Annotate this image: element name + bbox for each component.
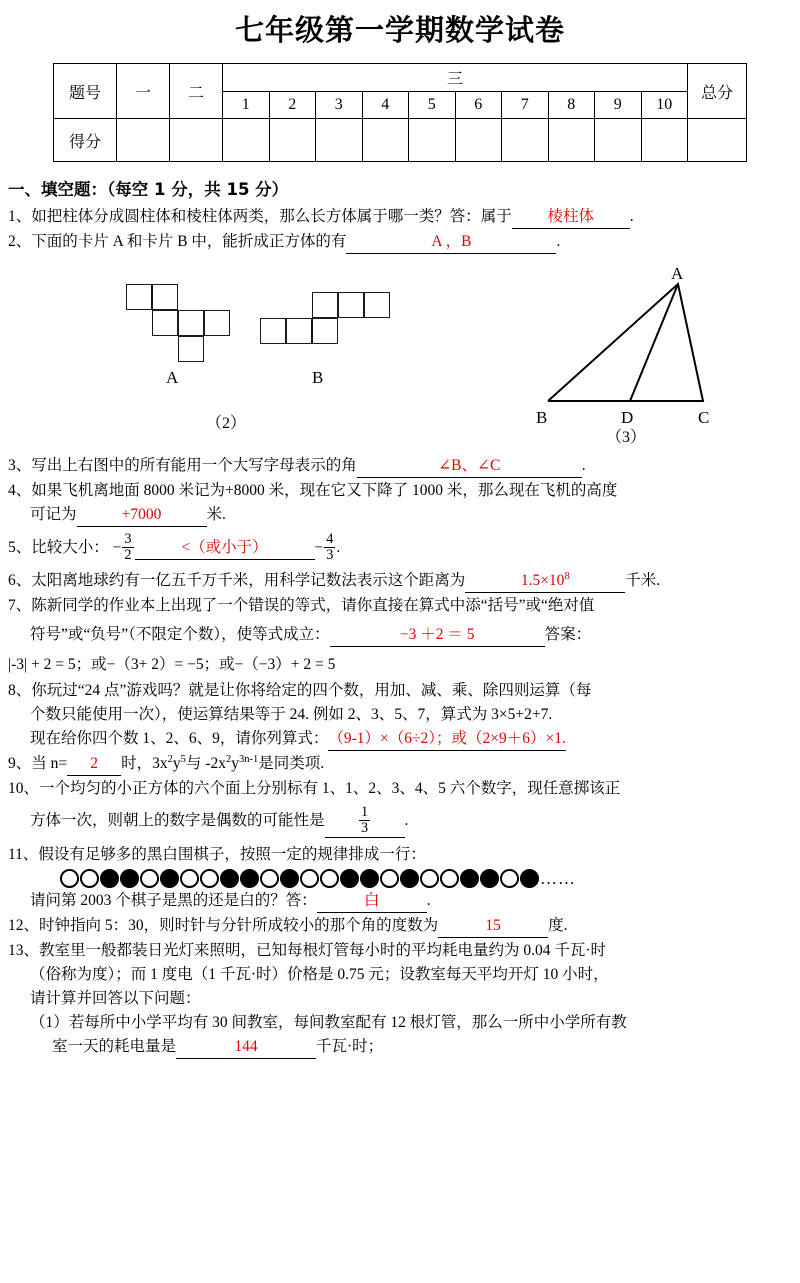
question-2 [8,231,792,254]
question-9 [8,753,792,776]
question-10-fraction [359,805,370,836]
subcol-3: 3 [316,92,363,119]
fraction-numerator: 1 [360,803,369,820]
go-stone-white [200,869,219,888]
svg-text:B: B [536,408,548,427]
go-stone-black [360,869,379,888]
question-9-exp2: 5 [180,753,186,765]
question-9-tail: 是同类项. [258,754,325,772]
question-5-answer: <（或小于） [181,539,268,557]
subcol-4: 4 [362,92,409,119]
question-12-answer: 15 [485,916,501,934]
go-stone-white [140,869,159,888]
subcol-6: 6 [455,92,502,119]
net-a-label: A [166,368,179,387]
question-7-line3: |-3| + 2 = 5；或−（3+ 2）= −5；或−（−3）+ 2 = 5 [8,655,336,673]
question-10-answer-blank[interactable] [325,803,405,838]
fraction-denominator: 3 [326,546,334,563]
question-8-line1: 8、你玩过“24 点”游戏吗？就是让你将给定的四个数，用加、减、乘、除四则运算（每 [8,681,592,699]
question-9-answer-blank[interactable] [67,753,121,776]
go-stone-white [320,869,339,888]
question-11-line2 [8,890,792,913]
go-stone-black [340,869,359,888]
question-4-line1: 4、如果飞机离地面 8000 米记为+8000 米，现在它又下降了 1000 米，那么现在飞机的高度 [8,482,618,499]
column-total: 总分 [688,64,747,119]
question-8-text: 现在给你四个数 1、2、6、9，请你列算式： [30,729,329,747]
question-11-line1: 11、假设有足够多的黑白围棋子，按照一定的规律排成一行： [8,845,426,863]
question-2-period: . [556,233,561,250]
go-stone-white [300,869,319,888]
question-10-line2 [8,803,792,838]
question-4-answer-blank[interactable] [77,504,207,527]
question-7-line1: 7、陈新同学的作业本上出现了一个错误的等式，请你直接在算式中添“括号”或“绝对值 [8,596,595,614]
fraction-denominator: 2 [124,546,132,563]
score-table-container [8,63,792,162]
go-stone-black [480,869,499,888]
question-6-answer-blank[interactable] [465,570,625,593]
net-b-cell [338,292,364,318]
net-b-cell [286,318,312,344]
question-11-answer: 白 [364,891,380,909]
figure-caption-2: （2） [206,415,247,432]
sequence-ellipsis: …… [540,868,576,888]
question-12-answer-blank[interactable] [438,915,548,938]
question-9-exp3: 2 [225,753,232,765]
question-13-text: 室一天的耗电量是 [52,1037,177,1055]
question-9-mid4: y [231,754,239,772]
subcol-5: 5 [409,92,456,119]
net-b-cell [312,318,338,344]
go-stone-white [180,869,199,888]
question-5-minus-1: − [112,539,122,557]
question-1-period: . [629,208,634,225]
question-11-period: . [426,891,431,909]
question-1 [8,206,792,229]
go-stone-black [240,869,259,888]
net-a-cell [204,310,230,336]
subcol-8: 8 [548,92,595,119]
question-13-line2: （俗称为度）；而 1 度电（1 千瓦·时）价格是 0.75 元；设教室每天平均开灯 10 小时， [30,965,609,983]
svg-text:A: A [671,266,684,283]
go-stone-black [160,869,179,888]
question-10-text: 方体一次，则朝上的数字是偶数的可能性是 [30,811,325,829]
question-4-unit: 米. [206,506,226,523]
question-6-answer [521,572,570,589]
score-cell-3-5[interactable] [409,119,456,162]
question-6-exponent: 8 [564,570,570,582]
question-5-fraction-2 [324,532,335,563]
question-3-answer: ∠B、∠C [438,457,501,474]
question-2-answer: A ，B [431,233,472,250]
score-cell-two[interactable] [170,119,223,162]
question-3-text: 3、写出上右图中的所有能用一个大写字母表示的角 [8,457,357,474]
question-11-text: 请问第 2003 个棋子是黑的还是白的？答： [30,891,317,909]
net-a-cell [178,310,204,336]
question-8-answer-blank[interactable] [328,728,566,751]
question-10-line1: 10、一个均匀的小正方体的六个面上分别标有 1、1、2、3、4、5 六个数字，现任意掷该正 [8,779,621,797]
question-7-answer-blank[interactable] [330,624,545,647]
row-label-score: 得分 [54,119,117,162]
question-2-answer-blank[interactable] [346,231,556,254]
question-3-period: . [581,457,586,474]
question-7-answer: −3 ＋2 ＝ 5 [399,625,475,643]
question-3 [8,455,792,478]
go-stone-black [100,869,119,888]
question-6 [8,570,792,593]
go-stone-white [260,869,279,888]
go-stone-white [380,869,399,888]
net-b-cell [260,318,286,344]
net-a-cell [178,336,204,362]
question-9-mid1: 时，3x [121,754,168,772]
go-stone-white [80,869,99,888]
score-cell-3-1[interactable] [223,119,270,162]
question-13-answer-blank[interactable] [176,1036,316,1059]
svg-text:C: C [698,408,710,427]
question-8-line3 [8,728,792,751]
triangle-diagram [518,266,728,431]
subcol-7: 7 [502,92,549,119]
score-cell-3-3[interactable] [316,119,363,162]
score-cell-3-2[interactable] [269,119,316,162]
question-9-answer: 2 [90,754,98,772]
question-9-mid3: 与 -2x [185,754,226,772]
table-row-header [54,64,747,92]
score-cell-3-8[interactable] [548,119,595,162]
question-11-answer-blank[interactable] [317,890,427,913]
question-6-unit: 千米. [625,571,661,589]
question-5 [8,533,792,564]
question-2-text: 2、下面的卡片 A 和卡片 B 中，能折成正方体的有 [8,233,347,250]
go-stone-white [60,869,79,888]
question-5-text: 5、比较大小： [8,539,109,557]
question-7-line2 [8,624,792,647]
question-5-minus-2: − [314,539,324,557]
question-4-answer: +7000 [121,506,162,523]
question-7-tail: 答案： [544,625,592,643]
go-stone-black [120,869,139,888]
question-8-answer: （9-1）×（6÷2）；或（2×9＋6）×1. [328,729,566,747]
subcol-2: 2 [269,92,316,119]
question-12-text: 12、时钟指向 5：30，则时针与分针所成较小的那个角的度数为 [8,916,439,934]
question-9-exp4: 3n-1 [238,753,259,765]
net-b-cell [312,292,338,318]
figure-caption-3: （3） [606,429,647,446]
question-3-answer-blank[interactable] [357,455,582,478]
question-9-text: 9、当 n= [8,754,68,772]
question-6-text: 6、太阳离地球约有一亿五千万千米，用科学记数法表示这个距离为 [8,571,466,589]
subcol-10: 10 [641,92,688,119]
question-7-text: 符号”或“负号”（不限定个数），使等式成立： [30,625,330,643]
question-13-line5 [8,1036,792,1059]
column-group-three: 三 [223,64,688,92]
net-b-label: B [312,368,324,387]
question-9-exp1: 2 [167,753,173,765]
exam-page [0,8,800,1059]
question-13-answer: 144 [234,1037,258,1055]
figures-row [8,258,792,453]
score-cell-3-9[interactable] [595,119,642,162]
go-stone-white [440,869,459,888]
score-cell-3-10[interactable] [641,119,688,162]
question-13-line4: （1）若每所中小学平均有 30 间教室，每间教室配有 12 根灯管，那么一所中小学所有教 [30,1013,627,1031]
net-a-cell [152,310,178,336]
score-cell-3-6[interactable] [455,119,502,162]
go-stone-white [420,869,439,888]
go-stone-sequence [8,869,792,888]
question-1-answer-blank[interactable] [512,206,630,229]
column-two: 二 [170,64,223,119]
fraction-numerator: 3 [124,531,132,547]
go-stone-white [500,869,519,888]
question-4-text: 可记为 [30,506,77,523]
subcol-1: 1 [223,92,270,119]
question-6-mantissa: 1.5×10 [520,571,565,589]
question-5-fraction-1 [122,532,133,563]
question-1-text: 1、如把柱体分成圆柱体和棱柱体两类，那么长方体属于哪一类？答：属于 [8,208,512,225]
score-cell-3-7[interactable] [502,119,549,162]
fraction-numerator: 4 [326,531,334,547]
question-4-line2 [8,504,792,527]
question-12-unit: 度. [548,916,568,934]
page-title: 七年级第一学期数学试卷 [234,13,565,47]
net-a-cell [152,284,178,310]
svg-text:D: D [621,408,634,427]
question-5-answer-blank[interactable] [135,537,315,560]
net-a-cell [126,284,152,310]
section-one-heading: 一、填空题：（每空 1 分，共 15 分） [8,180,289,199]
question-10-period: . [404,811,409,829]
question-13-line3: 请计算并回答以下问题： [30,989,201,1007]
fraction-denominator: 3 [360,819,369,836]
question-13-line1: 13、教室里一般都装日光灯来照明，已知每根灯管每小时的平均耗电量约为 0.04 千瓦·时 [8,941,607,959]
table-row-score [54,119,747,162]
column-one: 一 [117,64,170,119]
go-stone-black [280,869,299,888]
net-b-cell [364,292,390,318]
score-cell-3-4[interactable] [362,119,409,162]
go-stone-black [520,869,539,888]
score-cell-one[interactable] [117,119,170,162]
question-1-answer: 棱柱体 [547,208,595,225]
go-stone-black [460,869,479,888]
go-stone-black [220,869,239,888]
subcol-9: 9 [595,92,642,119]
score-table [53,63,747,162]
question-5-period: . [336,539,341,557]
go-stone-black [400,869,419,888]
question-13-unit: 千瓦·时； [316,1037,384,1055]
question-8-line2: 个数只能使用一次），使运算结果等于 24. 例如 2、3、5、7，算式为 3×5+2+7. [30,705,553,723]
score-cell-total[interactable] [688,119,747,162]
row-label-question-number: 题号 [54,64,117,119]
question-12 [8,915,792,938]
question-9-mid2: y [172,754,181,772]
